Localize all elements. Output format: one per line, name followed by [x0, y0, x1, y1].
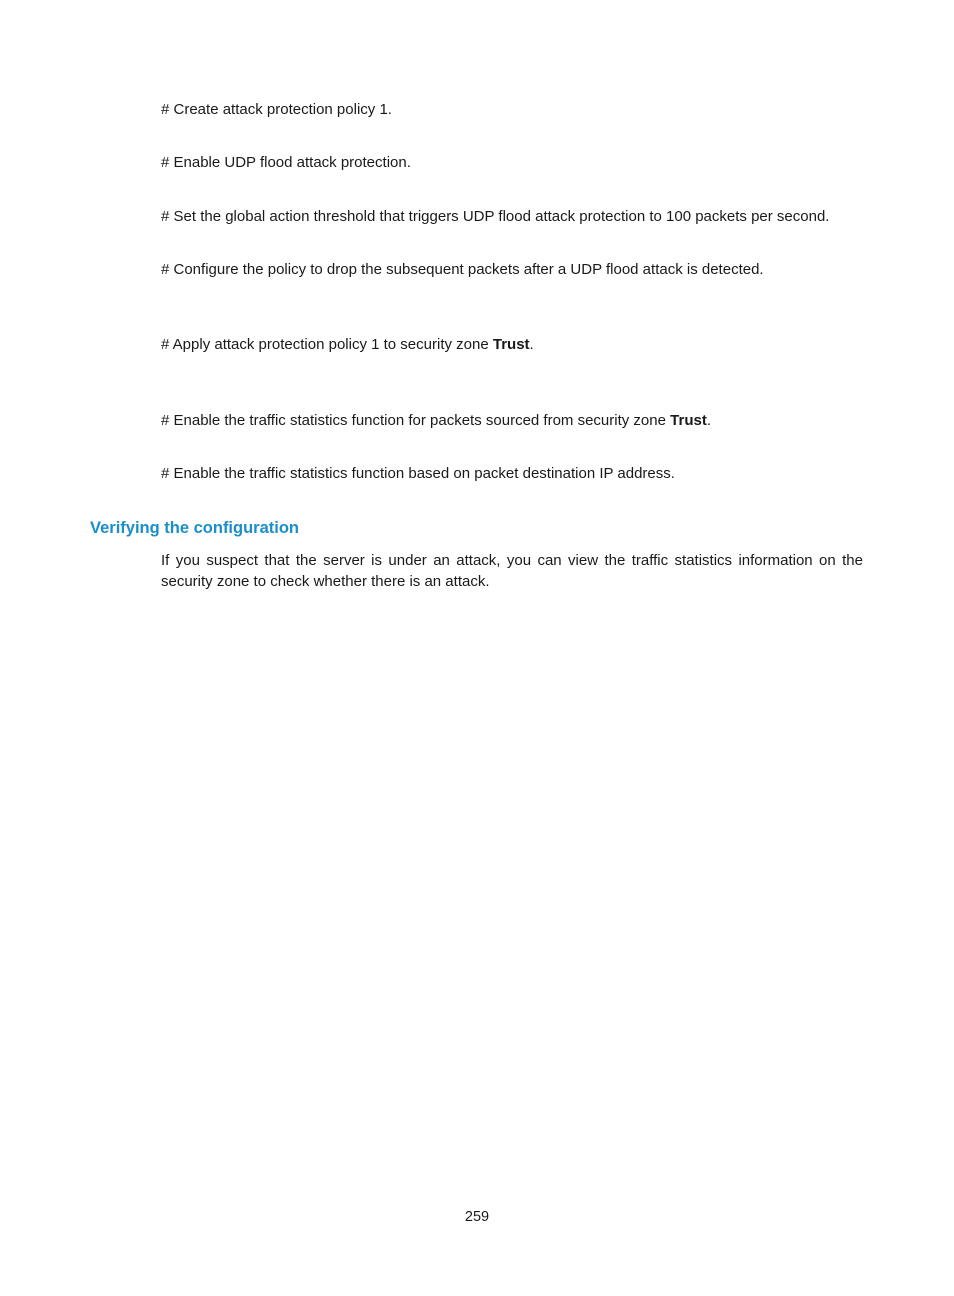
step-enable-ip-stats: # Enable the traffic statistics function based on packet destination IP address. [161, 465, 675, 482]
page-number: 259 [464, 1209, 490, 1225]
step-apply-policy: # Apply attack protection policy 1 to security zone Trust. [161, 336, 534, 353]
step-enable-udp-flood: # Enable UDP flood attack protection. [161, 154, 411, 171]
step-set-threshold: # Set the global action threshold that triggers UDP flood attack protection to 100 packets per second. [161, 208, 830, 225]
section-heading: Verifying the configuration [90, 519, 300, 537]
step-enable-zone-stats: # Enable the traffic statistics function for packets sourced from security zone Trust. [161, 412, 711, 429]
zone-name-trust: Trust [670, 412, 707, 429]
zone-name-trust: Trust [492, 336, 530, 353]
section-paragraph: If you suspect that the server is under an attack, you can view the traffic statistics information on the security zone to check whether there is an attack. [161, 552, 863, 590]
step-configure-drop: # Configure the policy to drop the subsequent packets after a UDP flood attack is detected. [161, 261, 764, 278]
step-create-policy: # Create attack protection policy 1. [161, 101, 392, 118]
